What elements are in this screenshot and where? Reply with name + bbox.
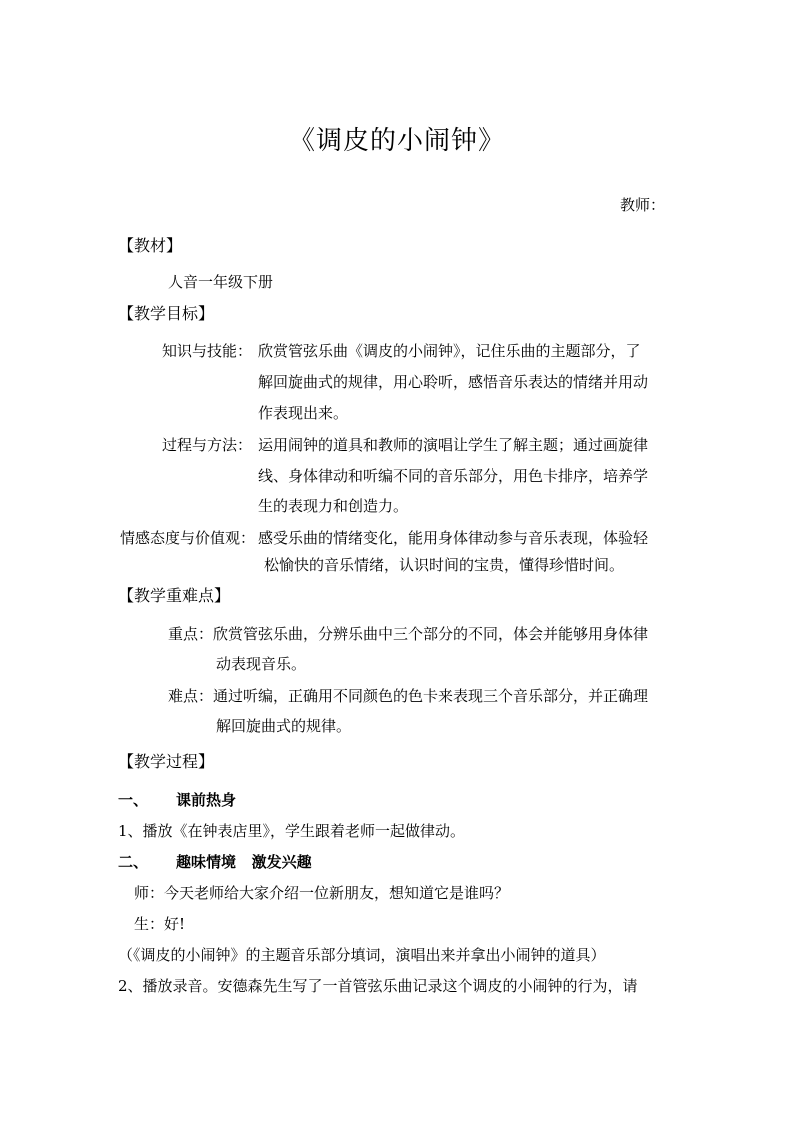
step2-line-2: 2、播放录音。安德森先生写了一首管弦乐曲记录这个调皮的小闹钟的行为，请 [118,977,638,995]
process-line-3: 生的表现力和创造力。 [258,497,409,515]
knowledge-line-2: 解回旋曲式的规律，用心聆听，感悟音乐表达的情绪并用动 [258,373,649,391]
section-process: 【教学过程】 [118,752,215,771]
step1-line-1: 1、播放《在钟表店里》，学生跟着老师一起做律动。 [118,822,466,840]
material-text: 人音一年级下册 [168,273,274,291]
focus-line-2: 动表现音乐。 [216,655,307,673]
knowledge-label: 知识与技能： [162,342,253,360]
step1-title: 课前热身 [176,791,237,809]
knowledge-line-1: 欣赏管弦乐曲《调皮的小闹钟》，记住乐曲的主题部分，了 [258,342,641,360]
step2-student-line: 生：好! [134,915,186,933]
process-label: 过程与方法： [162,436,253,454]
step2-number: 二、 [118,853,149,871]
section-material: 【教材】 [118,236,183,255]
step2-note: （《调皮的小闹钟》的主题音乐部分填词，演唱出来并拿出小闹钟的道具） [118,946,606,964]
focus-line-1: 重点：欣赏管弦乐曲，分辨乐曲中三个部分的不同，体会并能够用身体律 [168,625,649,643]
section-key-points: 【教学重难点】 [118,586,231,605]
knowledge-line-3: 作表现出来。 [258,404,349,422]
process-line-2: 线、身体律动和听编不同的音乐部分，用色卡排序，培养学 [258,467,649,485]
emotion-label: 情感态度与价值观： [120,529,256,547]
page-title: 《调皮的小闹钟》 [288,126,505,156]
emotion-line-1: 感受乐曲的情绪变化，能用身体律动参与音乐表现，体验轻 [258,529,649,547]
emotion-line-2: 松愉快的音乐情绪，认识时间的宝贵，懂得珍惜时间。 [264,556,625,574]
difficulty-line-2: 解回旋曲式的规律。 [216,717,352,735]
step1-number: 一、 [118,791,149,809]
teacher-label: 教师： [620,196,666,214]
step2-title: 趣味情境 激发兴趣 [176,853,312,871]
section-goals: 【教学目标】 [118,304,215,323]
step2-teacher-line: 师：今天老师给大家介绍一位新朋友，想知道它是谁吗？ [134,884,510,902]
difficulty-line-1: 难点：通过听编，正确用不同颜色的色卡来表现三个音乐部分，并正确理 [168,687,649,705]
process-line-1: 运用闹钟的道具和教师的演唱让学生了解主题；通过画旋律 [258,436,649,454]
